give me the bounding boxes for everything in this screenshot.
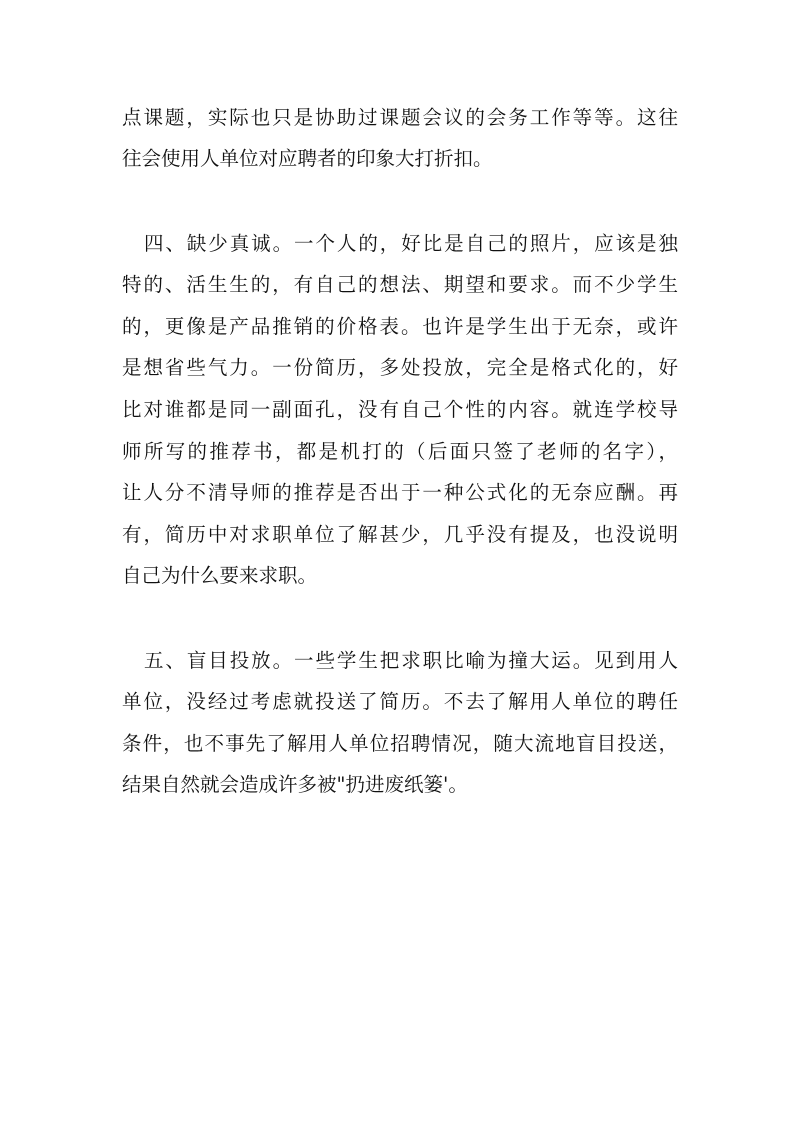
paragraph-4-line-5: 比对谁都是同一副面孔，没有自己个性的内容。就连学校导 [122, 398, 678, 421]
paragraph-4-line-7: 让人分不清导师的推荐是否出于一种公式化的无奈应酬。再 [122, 481, 678, 504]
paragraph-4-line-4: 是想省些气力。一份简历，多处投放，完全是格式化的，好 [122, 356, 678, 379]
paragraph-5-line-1: 五、盲目投放。一些学生把求职比喻为撞大运。见到用人 [144, 649, 678, 672]
paragraph-3-line-1: 点课题，实际也只是协助过课题会议的会务工作等等。这往 [122, 106, 678, 129]
paragraph-5-line-2: 单位，没经过考虑就投送了简历。不去了解用人单位的聘任 [122, 690, 678, 713]
paragraph-4-line-3: 的，更像是产品推销的价格表。也许是学生出于无奈，或许 [122, 315, 678, 338]
paragraph-5-line-4: 结果自然就会造成许多被"扔进废纸篓'。 [122, 773, 468, 796]
paragraph-3-line-2: 往会使用人单位对应聘者的印象大打折扣。 [122, 147, 493, 170]
paragraph-4-line-8: 有，简历中对求职单位了解甚少，几乎没有提及，也没说明 [122, 523, 678, 546]
paragraph-4-line-6: 师所写的推荐书，都是机打的（后面只签了老师的名字）， [122, 440, 678, 463]
paragraph-4-line-1: 四、缺少真诚。一个人的，好比是自己的照片，应该是独 [144, 232, 678, 255]
paragraph-5-line-3: 条件，也不事先了解用人单位招聘情况，随大流地盲目投送， [122, 732, 678, 755]
paragraph-4-line-2: 特的、活生生的，有自己的想法、期望和要求。而不少学生 [122, 273, 678, 296]
paragraph-4-line-9: 自己为什么要来求职。 [122, 564, 318, 587]
